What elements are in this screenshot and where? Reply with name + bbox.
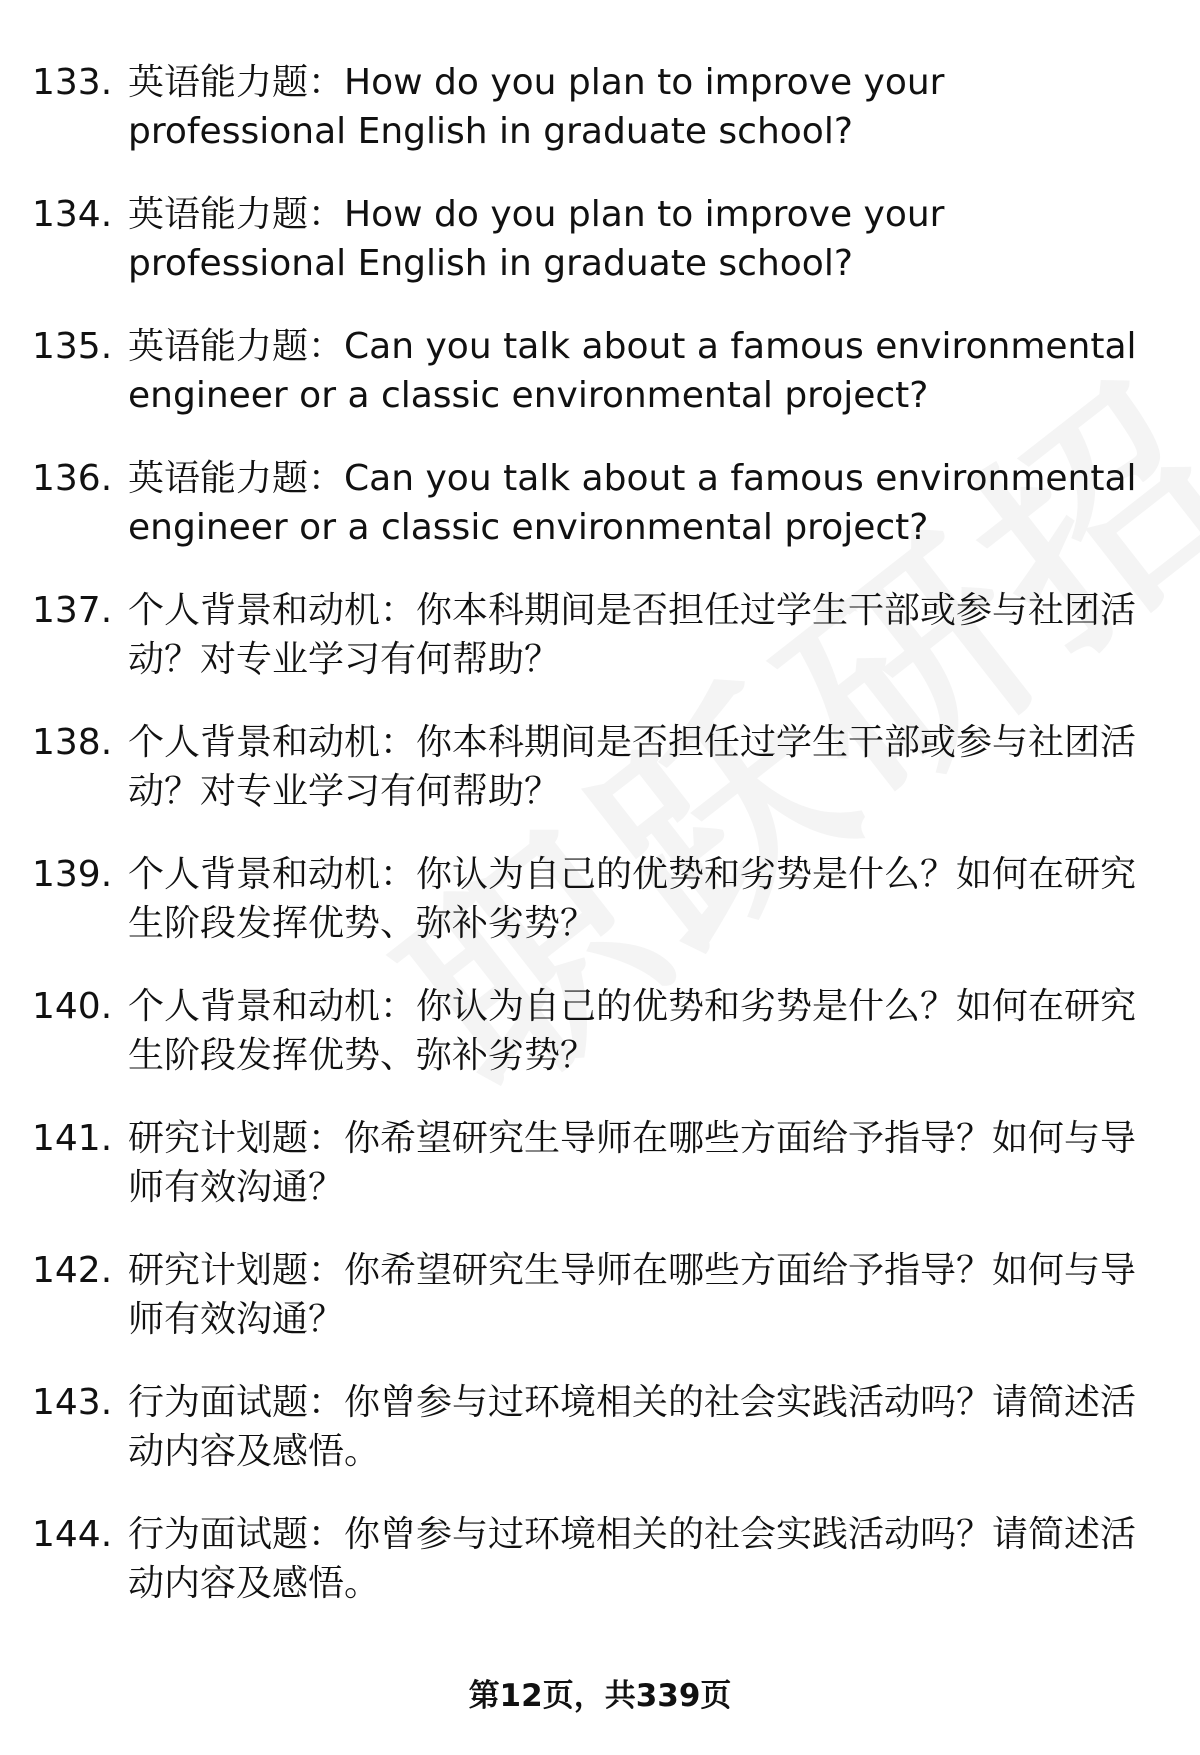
question-category: 英语能力题: [128, 458, 309, 499]
question-number: 144.: [32, 1514, 113, 1555]
question-text: Can you talk about a famous environmental engineer or a classic environmental project?: [128, 326, 1137, 416]
question-item: [0, 322, 1200, 454]
question-body: [128, 1114, 1170, 1212]
question-body: [128, 190, 1170, 288]
question-item: [0, 850, 1200, 982]
question-number: 135.: [32, 326, 113, 367]
question-text: 你曾参与过环境相关的社会实践活动吗？请简述活动内容及感悟。: [128, 1514, 1137, 1604]
question-separator: ：: [380, 986, 417, 1027]
question-item: [0, 718, 1200, 850]
question-category: 个人背景和动机: [128, 986, 381, 1027]
question-body: [128, 850, 1170, 948]
question-body: [128, 1246, 1170, 1344]
question-category: 行为面试题: [128, 1382, 309, 1423]
question-separator: ：: [308, 1118, 345, 1159]
question-number: 133.: [32, 62, 113, 103]
question-separator: ：: [308, 326, 345, 367]
question-category: 个人背景和动机: [128, 854, 381, 895]
page-footer: [0, 1676, 1200, 1716]
question-separator: ：: [308, 1382, 345, 1423]
question-number: 137.: [32, 590, 113, 631]
question-number: 143.: [32, 1382, 113, 1423]
question-text: 你曾参与过环境相关的社会实践活动吗？请简述活动内容及感悟。: [128, 1382, 1137, 1472]
question-separator: ：: [308, 194, 345, 235]
question-body: [128, 1378, 1170, 1476]
question-category: 个人背景和动机: [128, 590, 381, 631]
question-body: [128, 586, 1170, 684]
page-number-label: 第12页，共339页: [468, 1678, 732, 1714]
question-number: 134.: [32, 194, 113, 235]
question-item: [0, 454, 1200, 586]
question-separator: ：: [308, 1514, 345, 1555]
question-text: 你希望研究生导师在哪些方面给予指导？如何与导师有效沟通？: [128, 1118, 1137, 1208]
question-text: How do you plan to improve your professional English in graduate school?: [128, 62, 945, 152]
question-item: [0, 982, 1200, 1114]
question-text: 你认为自己的优势和劣势是什么？如何在研究生阶段发挥优势、弥补劣势？: [128, 854, 1137, 944]
question-category: 英语能力题: [128, 194, 309, 235]
question-category: 英语能力题: [128, 62, 309, 103]
question-number: 136.: [32, 458, 113, 499]
question-body: [128, 1510, 1170, 1608]
question-separator: ：: [380, 590, 417, 631]
question-category: 个人背景和动机: [128, 722, 381, 763]
question-item: [0, 1510, 1200, 1642]
question-number: 138.: [32, 722, 113, 763]
question-separator: ：: [380, 854, 417, 895]
question-text: How do you plan to improve your professional English in graduate school?: [128, 194, 945, 284]
question-number: 141.: [32, 1118, 113, 1159]
question-item: [0, 1114, 1200, 1246]
question-number: 139.: [32, 854, 113, 895]
question-body: [128, 58, 1170, 156]
question-separator: ：: [308, 62, 345, 103]
question-text: Can you talk about a famous environmental engineer or a classic environmental project?: [128, 458, 1137, 548]
question-item: [0, 1246, 1200, 1378]
question-number: 142.: [32, 1250, 113, 1291]
question-item: [0, 190, 1200, 322]
question-separator: ：: [308, 458, 345, 499]
question-list: [0, 58, 1200, 1642]
question-separator: ：: [380, 722, 417, 763]
question-text: 你希望研究生导师在哪些方面给予指导？如何与导师有效沟通？: [128, 1250, 1137, 1340]
question-category: 英语能力题: [128, 326, 309, 367]
question-separator: ：: [308, 1250, 345, 1291]
question-number: 140.: [32, 986, 113, 1027]
question-text: 你认为自己的优势和劣势是什么？如何在研究生阶段发挥优势、弥补劣势？: [128, 986, 1137, 1076]
question-body: [128, 718, 1170, 816]
question-category: 行为面试题: [128, 1514, 309, 1555]
question-body: [128, 982, 1170, 1080]
question-category: 研究计划题: [128, 1118, 309, 1159]
question-item: [0, 1378, 1200, 1510]
question-item: [0, 586, 1200, 718]
question-category: 研究计划题: [128, 1250, 309, 1291]
question-text: 你本科期间是否担任过学生干部或参与社团活动？对专业学习有何帮助？: [128, 590, 1137, 680]
question-body: [128, 322, 1170, 420]
question-body: [128, 454, 1170, 552]
question-text: 你本科期间是否担任过学生干部或参与社团活动？对专业学习有何帮助？: [128, 722, 1137, 812]
question-item: [0, 58, 1200, 190]
